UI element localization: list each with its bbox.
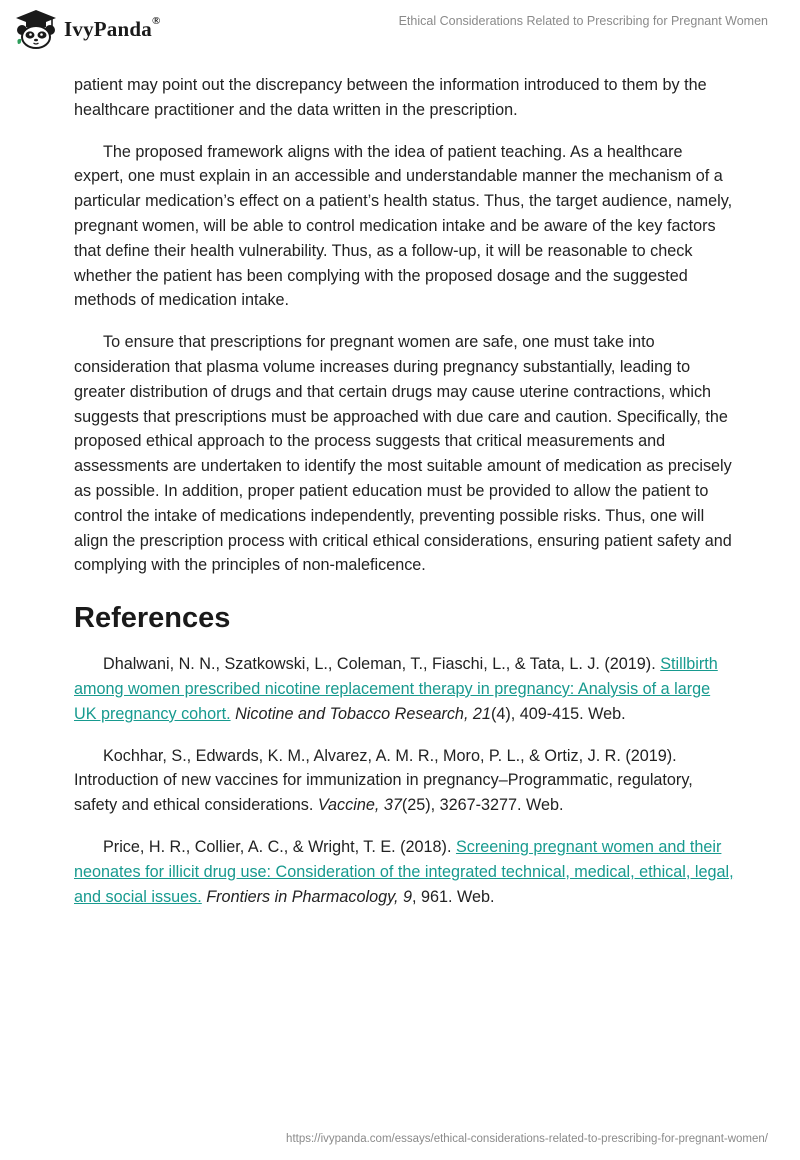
reference-item bbox=[74, 652, 734, 726]
reference-title-link[interactable]: Stillbirth among women prescribed nicotine replacement therapy in pregnancy: Analysis of a large UK pregnancy cohort. bbox=[74, 655, 718, 723]
reference-details: (4), 409-415. Web. bbox=[490, 704, 626, 723]
essay-body bbox=[74, 73, 734, 926]
source-url: https://ivypanda.com/essays/ethical-considerations-related-to-prescribing-for-pregnant-women/ bbox=[286, 1133, 768, 1145]
reference-journal: Frontiers in Pharmacology, 9 bbox=[206, 887, 413, 906]
paragraph: To ensure that prescriptions for pregnant women are safe, one must take into consideration that plasma volume increases during pregnancy substantially, leading to greater distribution of drugs and that certain drugs may cause uterine contractions, which suggests that prescriptions must be approached with due care and caution. Specifically, the proposed ethical approach to the process suggests that critical measurements and assessments are undertaken to identify the most suitable amount of medication as precisely as possible. In addition, proper patient education must be provided to allow the patient to control the intake of medications independently, preventing possible risks. Thus, one will align the prescription process with critical ethical considerations, ensuring patient safety and complying with the principles of non-maleficence. bbox=[74, 333, 732, 575]
page-header bbox=[0, 0, 800, 60]
reference-title-link[interactable]: Screening pregnant women and their neonates for illicit drug use: Consideration of the integrated technical, medical, ethical, legal, and social issues. bbox=[74, 837, 734, 906]
reference-item bbox=[74, 835, 734, 909]
brand-logo[interactable] bbox=[14, 8, 160, 50]
document-title: Ethical Considerations Related to Prescribing for Pregnant Women bbox=[398, 14, 768, 28]
references-heading: References bbox=[74, 602, 231, 635]
reference-journal: Vaccine, 37 bbox=[317, 796, 402, 815]
reference-authors: Dhalwani, N. N., Szatkowski, L., Coleman, T., Fiaschi, L., & Tata, L. J. (2019). bbox=[103, 655, 656, 674]
reference-title: Introduction of new vaccines for immunization in pregnancy–Programmatic, regulatory, safety and ethical considerations. bbox=[74, 771, 693, 815]
paragraph: The proposed framework aligns with the idea of patient teaching. As a healthcare expert, one must explain in an accessible and understandable manner the mechanism of a particular medication’s effect on a patient’s health status. Thus, the target audience, namely, pregnant women, will be able to control medication intake and be aware of the key factors that define their health vulnerability. Thus, as a follow-up, it will be reasonable to check whether the patient has been complying with the proposed dosage and the suggested methods of medication intake. bbox=[74, 142, 733, 310]
reference-details: , 961. Web. bbox=[412, 887, 495, 906]
brand-name: IvyPanda® bbox=[64, 14, 161, 41]
paragraph: patient may point out the discrepancy between the information introduced to them by the healthcare practitioner and the data written in the prescription. bbox=[74, 76, 707, 119]
panda-graduate-icon bbox=[14, 8, 58, 50]
reference-journal: Nicotine and Tobacco Research, 21 bbox=[235, 704, 491, 723]
reference-authors: Price, H. R., Collier, A. C., & Wright, T. E. (2018). bbox=[103, 837, 452, 856]
reference-details: (25), 3267-3277. Web. bbox=[401, 796, 564, 815]
reference-authors: Kochhar, S., Edwards, K. M., Alvarez, A. M. R., Moro, P. L., & Ortiz, J. R. (2019). bbox=[103, 746, 677, 765]
reference-item bbox=[74, 744, 734, 818]
